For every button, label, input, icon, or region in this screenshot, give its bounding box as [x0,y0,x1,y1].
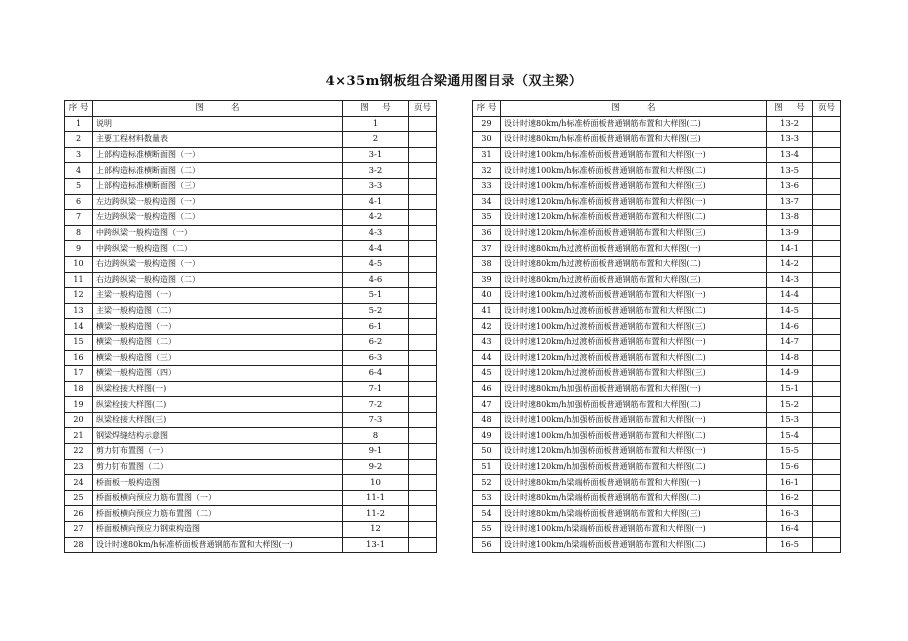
table-row [473,475,841,491]
page-cell [409,288,437,304]
header-page: 页号 [409,101,437,117]
table-row [65,522,437,538]
seq-cell: 34 [473,194,501,210]
seq-cell: 8 [65,225,93,241]
no-cell: 14-4 [767,288,813,304]
seq-cell: 6 [65,194,93,210]
seq-cell: 54 [473,506,501,522]
table-row [65,366,437,382]
no-cell: 3-1 [343,147,409,163]
seq-cell: 32 [473,163,501,179]
page-cell [813,319,841,335]
seq-cell: 51 [473,459,501,475]
header-name: 图 名 [501,101,767,117]
page-cell [813,350,841,366]
page-cell [409,522,437,538]
name-cell: 上部构造标准横断面图（二） [93,163,343,179]
name-cell: 桥面板横向预应力钢束构造图 [93,522,343,538]
seq-cell: 26 [65,506,93,522]
table-row [65,241,437,257]
seq-cell: 22 [65,444,93,460]
table-row [473,506,841,522]
name-cell: 中跨纵梁一般构造图（二） [93,241,343,257]
name-cell: 设计时速80km/h过渡桥面板普通钢筋布置和大样图(二) [501,256,767,272]
page-cell [813,366,841,382]
seq-cell: 46 [473,381,501,397]
name-cell: 中跨纵梁一般构造图（一） [93,225,343,241]
no-cell: 16-1 [767,475,813,491]
table-row [473,334,841,350]
no-cell: 14-7 [767,334,813,350]
table-row [473,459,841,475]
name-cell: 横梁一般构造图（二） [93,334,343,350]
name-cell: 设计时速100km/h过渡桥面板普通钢筋布置和大样图(三) [501,319,767,335]
no-cell: 13-5 [767,163,813,179]
name-cell: 设计时速80km/h标准桥面板普通钢筋布置和大样图(二) [501,116,767,132]
name-cell: 设计时速80km/h加强桥面板普通钢筋布置和大样图(二) [501,397,767,413]
page-cell [409,334,437,350]
page-cell [813,163,841,179]
name-cell: 设计时速100km/h加强桥面板普通钢筋布置和大样图(二) [501,428,767,444]
name-cell: 设计时速80km/h标准桥面板普通钢筋布置和大样图(三) [501,132,767,148]
table-row [473,288,841,304]
seq-cell: 52 [473,475,501,491]
table-row [473,428,841,444]
header-name: 图 名 [93,101,343,117]
name-cell: 桥面板横向预应力筋布置图（二） [93,506,343,522]
table-row [473,350,841,366]
no-cell: 5-1 [343,288,409,304]
table-row [65,397,437,413]
no-cell: 13-7 [767,194,813,210]
name-cell: 主梁一般构造图（二） [93,303,343,319]
table-row [473,303,841,319]
page-cell [409,210,437,226]
no-cell: 12 [343,522,409,538]
seq-cell: 16 [65,350,93,366]
name-cell: 设计时速120km/h标准桥面板普通钢筋布置和大样图(二) [501,210,767,226]
no-cell: 4-4 [343,241,409,257]
no-cell: 13-6 [767,178,813,194]
table-row [473,397,841,413]
seq-cell: 14 [65,319,93,335]
no-cell: 11-2 [343,506,409,522]
no-cell: 4-6 [343,272,409,288]
seq-cell: 43 [473,334,501,350]
name-cell: 设计时速80km/h标准桥面板普通钢筋布置和大样图(一) [93,537,343,553]
no-cell: 16-3 [767,506,813,522]
no-cell: 14-3 [767,272,813,288]
name-cell: 设计时速120km/h过渡桥面板普通钢筋布置和大样图(一) [501,334,767,350]
header-seq: 序 号 [473,101,501,117]
header-no: 图 号 [343,101,409,117]
seq-cell: 48 [473,412,501,428]
name-cell: 设计时速80km/h梁端桥面板普通钢筋布置和大样图(二) [501,490,767,506]
page-cell [813,178,841,194]
no-cell: 3-2 [343,163,409,179]
name-cell: 设计时速100km/h标准桥面板普通钢筋布置和大样图(二) [501,163,767,179]
no-cell: 3-3 [343,178,409,194]
document-title: 4×35m钢板组合梁通用图目录（双主梁） [325,74,583,89]
seq-cell: 41 [473,303,501,319]
no-cell: 11-1 [343,490,409,506]
name-cell: 左边跨纵梁一般构造图（二） [93,210,343,226]
seq-cell: 53 [473,490,501,506]
no-cell: 16-2 [767,490,813,506]
no-cell: 4-1 [343,194,409,210]
no-cell: 10 [343,475,409,491]
name-cell: 设计时速100km/h标准桥面板普通钢筋布置和大样图(一) [501,147,767,163]
name-cell: 纵梁栓接大样图(一) [93,381,343,397]
no-cell: 4-5 [343,256,409,272]
name-cell: 设计时速80km/h过渡桥面板普通钢筋布置和大样图(三) [501,272,767,288]
no-cell: 15-1 [767,381,813,397]
no-cell: 13-4 [767,147,813,163]
no-cell: 4-2 [343,210,409,226]
table-row [65,272,437,288]
no-cell: 6-1 [343,319,409,335]
seq-cell: 35 [473,210,501,226]
no-cell: 13-3 [767,132,813,148]
table-row [65,459,437,475]
no-cell: 6-3 [343,350,409,366]
seq-cell: 19 [65,397,93,413]
table-row [65,444,437,460]
seq-cell: 29 [473,116,501,132]
table-row [65,116,437,132]
page-cell [813,412,841,428]
page-cell [813,381,841,397]
table-row [65,132,437,148]
name-cell: 横梁一般构造图（四） [93,366,343,382]
name-cell: 纵梁栓接大样图(三) [93,412,343,428]
name-cell: 桥面板一般构造图 [93,475,343,491]
seq-cell: 13 [65,303,93,319]
name-cell: 设计时速80km/h过渡桥面板普通钢筋布置和大样图(一) [501,241,767,257]
no-cell: 9-2 [343,459,409,475]
seq-cell: 44 [473,350,501,366]
page-cell [409,444,437,460]
name-cell: 横梁一般构造图（三） [93,350,343,366]
name-cell: 设计时速120km/h加强桥面板普通钢筋布置和大样图(二) [501,459,767,475]
name-cell: 设计时速120km/h过渡桥面板普通钢筋布置和大样图(三) [501,366,767,382]
table-row [65,490,437,506]
index-table-right [472,100,841,553]
table-row [65,350,437,366]
page-cell [409,428,437,444]
table-row [65,147,437,163]
seq-cell: 42 [473,319,501,335]
page-cell [813,210,841,226]
name-cell: 设计时速100km/h加强桥面板普通钢筋布置和大样图(一) [501,412,767,428]
name-cell: 设计时速100km/h标准桥面板普通钢筋布置和大样图(三) [501,178,767,194]
page-cell [409,163,437,179]
page-cell [409,537,437,553]
name-cell: 设计时速100km/h过渡桥面板普通钢筋布置和大样图(一) [501,288,767,304]
page-cell [409,459,437,475]
page-cell [813,225,841,241]
seq-cell: 10 [65,256,93,272]
no-cell: 2 [343,132,409,148]
page-cell [409,412,437,428]
page-cell [813,397,841,413]
page-cell [409,381,437,397]
name-cell: 横梁一般构造图（一） [93,319,343,335]
page-cell [813,116,841,132]
seq-cell: 39 [473,272,501,288]
table-row [65,537,437,553]
seq-cell: 40 [473,288,501,304]
name-cell: 剪力钉布置图（二） [93,459,343,475]
table-row [473,132,841,148]
name-cell: 设计时速120km/h加强桥面板普通钢筋布置和大样图(一) [501,444,767,460]
page-cell [813,490,841,506]
no-cell: 14-6 [767,319,813,335]
seq-cell: 25 [65,490,93,506]
name-cell: 主梁一般构造图（一） [93,288,343,304]
table-row [473,116,841,132]
table-row [65,319,437,335]
seq-cell: 37 [473,241,501,257]
no-cell: 5-2 [343,303,409,319]
page-cell [813,506,841,522]
table-row [65,288,437,304]
page-cell [409,490,437,506]
page-cell [813,194,841,210]
no-cell: 4-3 [343,225,409,241]
table-row [473,412,841,428]
table-row [473,272,841,288]
seq-cell: 21 [65,428,93,444]
table-row [473,319,841,335]
table-row [473,178,841,194]
seq-cell: 17 [65,366,93,382]
page-cell [813,522,841,538]
no-cell: 14-9 [767,366,813,382]
table-row [473,225,841,241]
table-row [473,381,841,397]
page-cell [813,537,841,553]
seq-cell: 23 [65,459,93,475]
seq-cell: 5 [65,178,93,194]
no-cell: 15-6 [767,459,813,475]
table-row [473,444,841,460]
table-row [473,537,841,553]
seq-cell: 1 [65,116,93,132]
page-cell [409,319,437,335]
name-cell: 设计时速120km/h过渡桥面板普通钢筋布置和大样图(二) [501,350,767,366]
name-cell: 上部构造标准横断面图（三） [93,178,343,194]
page-cell [409,225,437,241]
page-cell [409,241,437,257]
index-table-left [64,100,437,553]
table-row [65,412,437,428]
no-cell: 16-5 [767,537,813,553]
seq-cell: 55 [473,522,501,538]
page-cell [409,147,437,163]
seq-cell: 15 [65,334,93,350]
seq-cell: 36 [473,225,501,241]
seq-cell: 45 [473,366,501,382]
seq-cell: 18 [65,381,93,397]
seq-cell: 56 [473,537,501,553]
page-cell [813,459,841,475]
table-row [65,475,437,491]
page-cell [813,147,841,163]
page-cell [409,397,437,413]
table-row [473,163,841,179]
name-cell: 桥面板横向预应力筋布置图（一） [93,490,343,506]
seq-cell: 11 [65,272,93,288]
name-cell: 说明 [93,116,343,132]
seq-cell: 28 [65,537,93,553]
seq-cell: 38 [473,256,501,272]
name-cell: 上部构造标准横断面图（一） [93,147,343,163]
table-row [65,303,437,319]
seq-cell: 24 [65,475,93,491]
name-cell: 右边跨纵梁一般构造图（二） [93,272,343,288]
table-row [65,194,437,210]
no-cell: 6-4 [343,366,409,382]
no-cell: 13-1 [343,537,409,553]
header-no: 图 号 [767,101,813,117]
page-cell [813,241,841,257]
name-cell: 设计时速80km/h梁端桥面板普通钢筋布置和大样图(一) [501,475,767,491]
page-cell [813,288,841,304]
seq-cell: 4 [65,163,93,179]
name-cell: 设计时速100km/h过渡桥面板普通钢筋布置和大样图(二) [501,303,767,319]
page-cell [409,132,437,148]
page-cell [813,444,841,460]
page-cell [409,303,437,319]
seq-cell: 47 [473,397,501,413]
table-row [65,381,437,397]
no-cell: 13-2 [767,116,813,132]
no-cell: 16-4 [767,522,813,538]
name-cell: 设计时速120km/h标准桥面板普通钢筋布置和大样图(一) [501,194,767,210]
page-cell [813,132,841,148]
no-cell: 14-5 [767,303,813,319]
page-cell [409,256,437,272]
header-page: 页号 [813,101,841,117]
name-cell: 设计时速100km/h梁端桥面板普通钢筋布置和大样图(二) [501,537,767,553]
no-cell: 15-3 [767,412,813,428]
no-cell: 1 [343,116,409,132]
page-cell [409,116,437,132]
table-row [65,178,437,194]
table-row [473,241,841,257]
name-cell: 设计时速80km/h梁端桥面板普通钢筋布置和大样图(三) [501,506,767,522]
seq-cell: 30 [473,132,501,148]
name-cell: 主要工程材料数量表 [93,132,343,148]
no-cell: 8 [343,428,409,444]
seq-cell: 9 [65,241,93,257]
name-cell: 左边跨纵梁一般构造图（一） [93,194,343,210]
seq-cell: 12 [65,288,93,304]
page-cell [813,303,841,319]
seq-cell: 7 [65,210,93,226]
table-row [473,490,841,506]
no-cell: 7-3 [343,412,409,428]
seq-cell: 49 [473,428,501,444]
table-row [473,194,841,210]
no-cell: 14-1 [767,241,813,257]
table-row [473,366,841,382]
page-cell [813,428,841,444]
no-cell: 13-9 [767,225,813,241]
page-cell [813,256,841,272]
table-row [473,522,841,538]
page-cell [813,334,841,350]
table-row [65,334,437,350]
seq-cell: 50 [473,444,501,460]
no-cell: 13-8 [767,210,813,226]
page-cell [409,194,437,210]
page-cell [409,178,437,194]
no-cell: 14-8 [767,350,813,366]
name-cell: 右边跨纵梁一般构造图（一） [93,256,343,272]
name-cell: 剪力钉布置图（一） [93,444,343,460]
table-row [473,256,841,272]
table-row [65,256,437,272]
table-row [65,428,437,444]
no-cell: 14-2 [767,256,813,272]
page-cell [409,475,437,491]
page-cell [409,350,437,366]
name-cell: 设计时速100km/h梁端桥面板普通钢筋布置和大样图(一) [501,522,767,538]
no-cell: 9-1 [343,444,409,460]
seq-cell: 3 [65,147,93,163]
seq-cell: 27 [65,522,93,538]
seq-cell: 33 [473,178,501,194]
table-row [65,163,437,179]
name-cell: 设计时速80km/h加强桥面板普通钢筋布置和大样图(一) [501,381,767,397]
page-cell [813,475,841,491]
no-cell: 7-1 [343,381,409,397]
table-row [65,210,437,226]
table-header-row [65,101,437,117]
no-cell: 15-5 [767,444,813,460]
page-cell [409,366,437,382]
no-cell: 6-2 [343,334,409,350]
seq-cell: 20 [65,412,93,428]
no-cell: 15-2 [767,397,813,413]
table-row [473,210,841,226]
page-cell [409,272,437,288]
table-row [65,225,437,241]
page-cell [409,506,437,522]
page-cell [813,272,841,288]
name-cell: 纵梁栓接大样图(二) [93,397,343,413]
table-row [473,147,841,163]
name-cell: 钢梁焊缝结构示意图 [93,428,343,444]
seq-cell: 2 [65,132,93,148]
table-header-row [473,101,841,117]
header-seq: 序 号 [65,101,93,117]
no-cell: 7-2 [343,397,409,413]
table-row [65,506,437,522]
no-cell: 15-4 [767,428,813,444]
seq-cell: 31 [473,147,501,163]
name-cell: 设计时速120km/h标准桥面板普通钢筋布置和大样图(三) [501,225,767,241]
